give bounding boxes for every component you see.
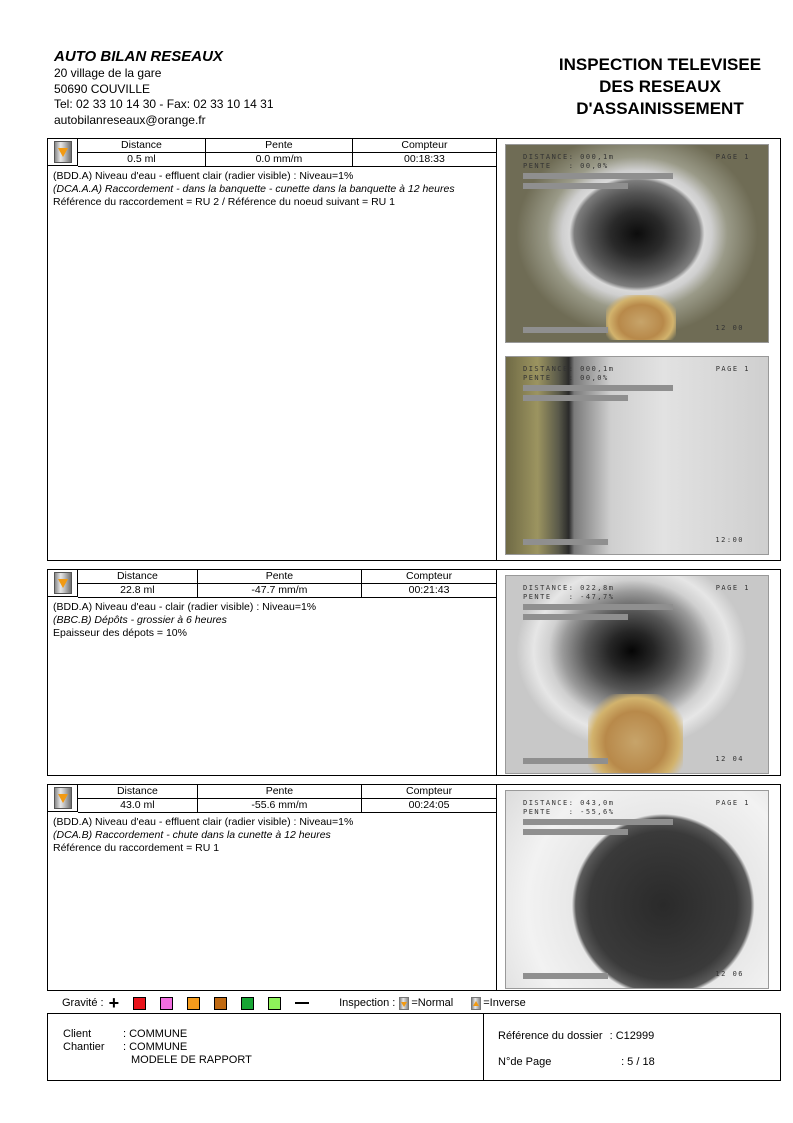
compteur-value: 00:21:43 <box>362 584 496 598</box>
compteur-header: Compteur <box>362 785 496 799</box>
ref-value: : C12999 <box>609 1030 655 1042</box>
observation-text-panel <box>48 139 497 560</box>
pente-header: Pente <box>197 570 361 584</box>
severity-lightgreen-swatch <box>268 997 281 1010</box>
desc-line: (BBC.B) Dépôts - grossier à 6 heures <box>53 613 227 626</box>
desc-line: (BDD.A) Niveau d'eau - effluent clair (radier visible) : Niveau=1% <box>53 170 354 182</box>
severity-brown-swatch <box>214 997 227 1010</box>
osd-time: 12 06 <box>715 970 744 978</box>
severity-pink-swatch <box>160 997 173 1010</box>
chantier-value-2: MODELE DE RAPPORT <box>131 1054 252 1066</box>
distance-value: 43.0 ml <box>78 799 197 813</box>
osd-time: 12 00 <box>715 324 744 332</box>
desc-line: Référence du raccordement = RU 1 <box>53 841 220 854</box>
company-email: autobilanreseaux@orange.fr <box>54 112 206 127</box>
normal-direction-icon <box>54 141 72 163</box>
client-info <box>63 1028 252 1067</box>
compteur-header: Compteur <box>362 570 496 584</box>
page-number <box>498 1056 655 1068</box>
pente-value: -47.7 mm/m <box>197 584 361 598</box>
minus-icon <box>295 1002 309 1004</box>
gravite-label: Gravité : <box>62 997 104 1009</box>
pente-value: 0.0 mm/m <box>205 153 352 167</box>
distance-value: 0.5 ml <box>78 153 205 167</box>
observation-text-panel <box>48 570 497 775</box>
osd-readout: DISTANCE: 000,1m PENTE : 00,0% <box>523 153 615 170</box>
desc-line: Epaisseur des dépots = 10% <box>53 626 187 639</box>
client-key: Client <box>63 1028 92 1040</box>
inspection-label: Inspection : <box>339 997 396 1009</box>
osd-time: 12 04 <box>715 755 744 763</box>
observation-2 <box>47 569 781 776</box>
page-value: : 5 / 18 <box>621 1056 655 1068</box>
desc-line: (BDD.A) Niveau d'eau - effluent clair (radier visible) : Niveau=1% <box>53 816 354 828</box>
legend <box>62 993 526 1013</box>
osd-page: PAGE 1 <box>715 365 750 373</box>
inverse-label: =Inverse <box>483 997 526 1009</box>
distance-header: Distance <box>78 139 205 153</box>
desc-line: Référence du raccordement = RU 2 / Référence du noeud suivant = RU 1 <box>53 195 396 208</box>
normal-direction-icon <box>399 997 409 1010</box>
distance-header: Distance <box>78 785 197 799</box>
normal-direction-icon <box>54 787 72 809</box>
inspection-photo <box>505 144 769 343</box>
osd-time: 12:00 <box>715 536 744 544</box>
desc-line: (DCA.B) Raccordement - chute dans la cunette à 12 heures <box>53 828 331 841</box>
plus-icon: + <box>108 993 120 1013</box>
compteur-value: 00:24:05 <box>362 799 496 813</box>
client-value: : COMMUNE <box>123 1028 188 1040</box>
company-phone: Tel: 02 33 10 14 30 - Fax: 02 33 10 14 31 <box>54 97 274 111</box>
observation-text-panel <box>48 785 497 990</box>
normal-label: =Normal <box>411 997 454 1009</box>
distance-value: 22.8 ml <box>78 584 197 598</box>
direction-marker <box>48 785 78 812</box>
measure-table <box>78 785 496 813</box>
debris <box>606 295 676 340</box>
observation-description <box>53 816 490 854</box>
severity-orange-swatch <box>187 997 200 1010</box>
measure-table <box>78 570 496 598</box>
compteur-header: Compteur <box>352 139 496 153</box>
inverse-direction-icon <box>471 997 481 1010</box>
observation-3 <box>47 784 781 991</box>
desc-line: (DCA.A.A) Raccordement - dans la banquette - cunette dans la banquette à 12 heures <box>53 182 455 195</box>
inspection-photo <box>505 575 769 774</box>
severity-red-swatch <box>133 997 146 1010</box>
chantier-value: : COMMUNE <box>123 1041 188 1053</box>
inspection-photo <box>505 790 769 989</box>
footer-box <box>47 1013 781 1081</box>
dossier-reference <box>498 1030 654 1042</box>
compteur-value: 00:18:33 <box>352 153 496 167</box>
observation-description <box>53 601 490 639</box>
severity-green-swatch <box>241 997 254 1010</box>
osd-readout: DISTANCE: 000,1m PENTE : 00,0% <box>523 365 615 382</box>
company-name: AUTO BILAN RESEAUX <box>54 48 223 65</box>
title-line-1: INSPECTION TELEVISEE <box>558 55 762 74</box>
observation-1 <box>47 138 781 561</box>
osd-readout: DISTANCE: 022,8m PENTE : -47,7% <box>523 584 615 601</box>
measure-table <box>78 139 496 167</box>
osd-readout: DISTANCE: 043,0m PENTE : -55,6% <box>523 799 615 816</box>
company-block <box>54 48 274 128</box>
inspection-photo <box>505 356 769 555</box>
osd-page: PAGE 1 <box>715 584 750 592</box>
page-label: N°de Page <box>498 1056 552 1068</box>
pente-value: -55.6 mm/m <box>197 799 361 813</box>
company-address: 20 village de la gare <box>54 66 162 80</box>
osd-page: PAGE 1 <box>715 799 750 807</box>
normal-direction-icon <box>54 572 72 594</box>
title-line-2: DES RESEAUX <box>599 77 721 96</box>
distance-header: Distance <box>78 570 197 584</box>
direction-marker <box>48 570 78 597</box>
desc-line: (BDD.A) Niveau d'eau - clair (radier visible) : Niveau=1% <box>53 601 317 613</box>
company-city: 50690 COUVILLE <box>54 81 151 96</box>
document-title <box>540 54 780 120</box>
direction-marker <box>48 139 78 166</box>
title-line-3: D'ASSAINISSEMENT <box>576 99 744 118</box>
pente-header: Pente <box>205 139 352 153</box>
pente-header: Pente <box>197 785 361 799</box>
chantier-key: Chantier <box>63 1041 105 1053</box>
observation-description <box>53 170 490 208</box>
osd-page: PAGE 1 <box>715 153 750 161</box>
ref-label: Référence du dossier <box>498 1030 603 1042</box>
